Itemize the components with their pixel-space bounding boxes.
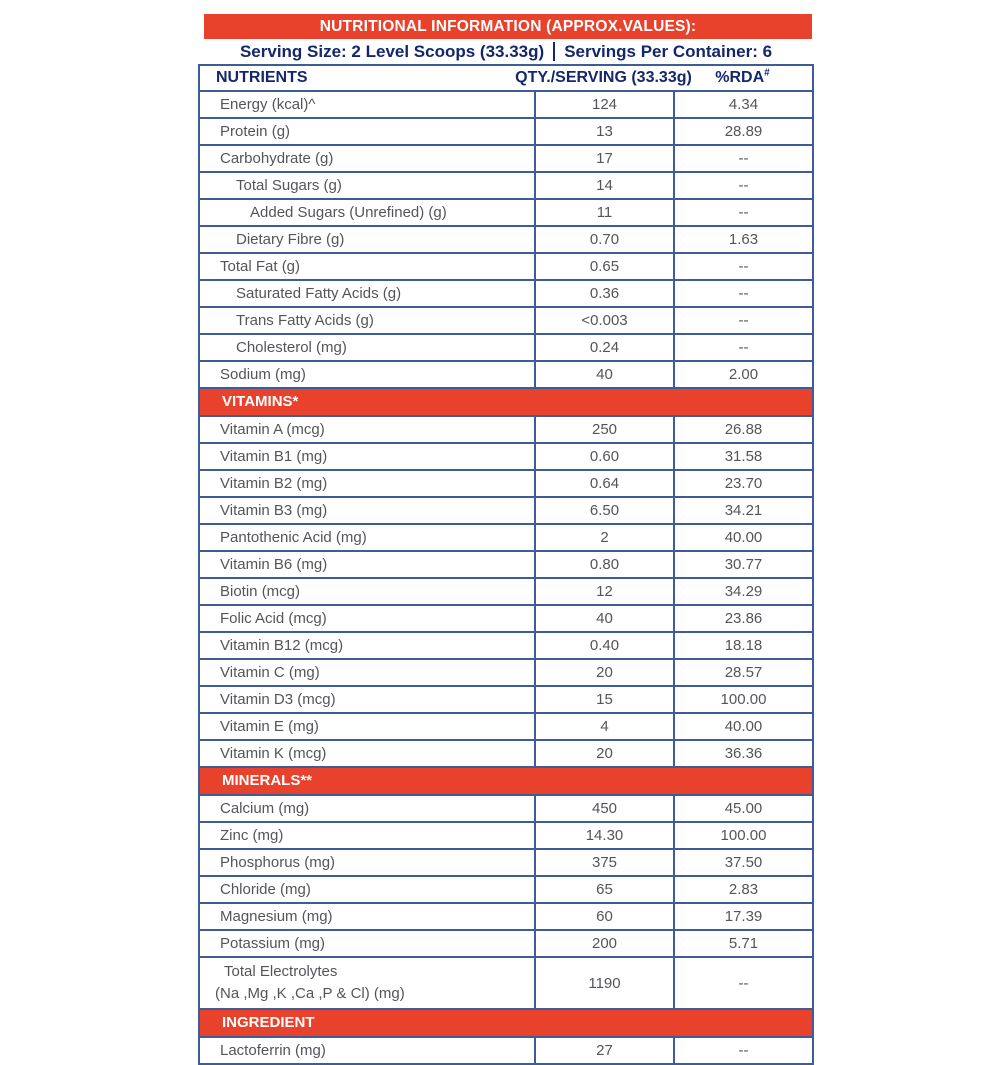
nutrient-rda: 26.88 (673, 417, 812, 442)
nutrient-qty: 11 (534, 200, 673, 225)
nutrient-rda: -- (673, 335, 812, 360)
nutrient-label: Zinc (mg) (220, 827, 284, 844)
table-header-row (200, 66, 812, 92)
nutrient-label: Potassium (mg) (220, 935, 326, 952)
nutrient-label: Saturated Fatty Acids (g) (236, 285, 402, 302)
nutrient-label: Vitamin E (mg) (220, 718, 319, 735)
nutrient-rda: 28.57 (673, 660, 812, 685)
row-total-sugars-g (200, 173, 812, 200)
nutrient-rda: 18.18 (673, 633, 812, 658)
row-carbohydrate-g (200, 146, 812, 173)
row-vitamin-b1-mg (200, 444, 812, 471)
row-vitamin-b6-mg (200, 552, 812, 579)
nutrient-label: Pantothenic Acid (mg) (220, 529, 367, 546)
serving-info (198, 39, 814, 64)
header-rda: %RDA# (715, 67, 770, 86)
nutrient-qty: 375 (534, 850, 673, 875)
nutrient-qty: 14.30 (534, 823, 673, 848)
row-cholesterol-mg (200, 335, 812, 362)
nutrient-qty: 4 (534, 714, 673, 739)
nutrient-qty: 0.65 (534, 254, 673, 279)
nutrient-qty: <0.003 (534, 308, 673, 333)
row-energy-kcal (200, 92, 812, 119)
row-trans-fatty-acids-g (200, 308, 812, 335)
nutrient-qty: 15 (534, 687, 673, 712)
nutrient-qty: 65 (534, 877, 673, 902)
nutrient-qty: 12 (534, 579, 673, 604)
nutrient-label: Vitamin B6 (mg) (220, 556, 328, 573)
row-total-fat-g (200, 254, 812, 281)
row-vitamin-d3-mcg (200, 687, 812, 714)
nutrient-label: Cholesterol (mg) (236, 339, 347, 356)
nutrition-facts-panel (198, 14, 814, 1065)
nutrient-label: Trans Fatty Acids (g) (236, 312, 374, 329)
nutrient-rda: 100.00 (673, 687, 812, 712)
nutrient-qty: 1190 (534, 958, 673, 1008)
section-header-vitamins: VITAMINS* (200, 389, 812, 417)
serving-divider (553, 42, 555, 61)
section-header-ingredient: INGREDIENT (200, 1010, 812, 1038)
nutrient-qty: 6.50 (534, 498, 673, 523)
nutrient-qty: 17 (534, 146, 673, 171)
header-rda-footnote-mark: # (764, 67, 770, 79)
row-vitamin-a-mcg (200, 417, 812, 444)
nutrient-qty: 0.60 (534, 444, 673, 469)
row-total-electrolytes (200, 958, 812, 1010)
nutrient-rda: -- (673, 200, 812, 225)
nutrient-rda: 30.77 (673, 552, 812, 577)
nutrient-label: Lactoferrin (mg) (220, 1042, 326, 1059)
nutrient-rda: -- (673, 308, 812, 333)
nutrient-rda: 40.00 (673, 525, 812, 550)
row-vitamin-b3-mg (200, 498, 812, 525)
nutrient-rda: 34.29 (673, 579, 812, 604)
nutrient-label: Sodium (mg) (220, 366, 306, 383)
nutrient-rda: 45.00 (673, 796, 812, 821)
nutrient-rda: 36.36 (673, 741, 812, 766)
nutrient-qty: 124 (534, 92, 673, 117)
servings-per-container-label: Servings Per Container: 6 (564, 41, 773, 61)
nutrient-qty: 27 (534, 1038, 673, 1063)
nutrient-label: Vitamin B2 (mg) (220, 475, 328, 492)
nutrient-qty: 2 (534, 525, 673, 550)
nutrient-qty: 20 (534, 660, 673, 685)
nutrient-qty: 40 (534, 606, 673, 631)
row-vitamin-c-mg (200, 660, 812, 687)
nutrient-qty: 14 (534, 173, 673, 198)
nutrient-qty: 0.40 (534, 633, 673, 658)
nutrient-qty: 13 (534, 119, 673, 144)
nutrient-qty: 20 (534, 741, 673, 766)
nutrient-rda: 37.50 (673, 850, 812, 875)
nutrient-qty: 40 (534, 362, 673, 387)
row-potassium-mg (200, 931, 812, 958)
section-header-minerals: MINERALS** (200, 768, 812, 796)
nutrient-qty: 450 (534, 796, 673, 821)
table-body (200, 92, 812, 1063)
nutrient-qty: 0.24 (534, 335, 673, 360)
nutrient-rda: 34.21 (673, 498, 812, 523)
nutrient-qty: 0.80 (534, 552, 673, 577)
row-folic-acid-mcg (200, 606, 812, 633)
nutrient-qty: 0.36 (534, 281, 673, 306)
nutrient-rda: 23.86 (673, 606, 812, 631)
nutrient-rda: 17.39 (673, 904, 812, 929)
nutrient-rda: 40.00 (673, 714, 812, 739)
nutrient-rda: 2.00 (673, 362, 812, 387)
nutrient-rda: 2.83 (673, 877, 812, 902)
nutrient-rda: -- (673, 254, 812, 279)
nutrient-label: Vitamin B1 (mg) (220, 448, 328, 465)
row-phosphorus-mg (200, 850, 812, 877)
nutrient-qty: 200 (534, 931, 673, 956)
nutrient-label: Carbohydrate (g) (220, 150, 334, 167)
nutrient-label: Total Electrolytes (Na ,Mg ,K ,Ca ,P & Cl) (mg) (215, 963, 405, 1002)
nutrient-label: Vitamin B3 (mg) (220, 502, 328, 519)
row-sodium-mg (200, 362, 812, 389)
header-nutrients: NUTRIENTS (216, 69, 308, 86)
nutrient-label: Vitamin D3 (mcg) (220, 691, 336, 708)
nutrient-label: Biotin (mcg) (220, 583, 301, 600)
row-saturated-fatty-acids-g (200, 281, 812, 308)
nutrient-qty: 250 (534, 417, 673, 442)
nutrient-label: Phosphorus (mg) (220, 854, 336, 871)
row-biotin-mcg (200, 579, 812, 606)
nutrient-rda: 31.58 (673, 444, 812, 469)
row-vitamin-k-mcg (200, 741, 812, 768)
nutrient-rda: -- (673, 281, 812, 306)
row-lactoferrin-mg (200, 1038, 812, 1063)
panel-title: NUTRITIONAL INFORMATION (APPROX.VALUES): (204, 14, 812, 39)
nutrient-label: Dietary Fibre (g) (236, 231, 345, 248)
nutrient-rda: -- (673, 1038, 812, 1063)
nutrient-label: Folic Acid (mcg) (220, 610, 327, 627)
nutrient-label: Vitamin C (mg) (220, 664, 320, 681)
nutrient-label: Vitamin K (mcg) (220, 745, 327, 762)
row-magnesium-mg (200, 904, 812, 931)
serving-size-label: Serving Size: 2 Level Scoops (33.33g) (239, 41, 545, 61)
nutrient-rda: 1.63 (673, 227, 812, 252)
nutrient-label: Energy (kcal)^ (220, 96, 316, 113)
nutrient-label: Calcium (mg) (220, 800, 310, 817)
nutrient-rda: 5.71 (673, 931, 812, 956)
header-qty-per-serving: QTY./SERVING (33.33g) (515, 69, 692, 86)
nutrient-rda: -- (673, 173, 812, 198)
nutrient-qty: 0.70 (534, 227, 673, 252)
nutrient-rda: 23.70 (673, 471, 812, 496)
nutrient-rda: -- (673, 146, 812, 171)
nutrient-label: Added Sugars (Unrefined) (g) (250, 204, 447, 221)
nutrient-label: Chloride (mg) (220, 881, 311, 898)
row-added-sugars-unrefined-g (200, 200, 812, 227)
nutrient-label: Protein (g) (220, 123, 291, 140)
nutrient-qty: 60 (534, 904, 673, 929)
row-vitamin-b12-mcg (200, 633, 812, 660)
nutrient-label: Total Sugars (g) (236, 177, 342, 194)
row-chloride-mg (200, 877, 812, 904)
nutrient-rda: 4.34 (673, 92, 812, 117)
nutrient-label: Magnesium (mg) (220, 908, 333, 925)
row-vitamin-e-mg (200, 714, 812, 741)
nutrient-rda: 28.89 (673, 119, 812, 144)
nutrient-rda: -- (673, 958, 812, 1008)
row-dietary-fibre-g (200, 227, 812, 254)
row-calcium-mg (200, 796, 812, 823)
row-protein-g (200, 119, 812, 146)
nutrient-label: Vitamin A (mcg) (220, 421, 325, 438)
row-pantothenic-acid-mg (200, 525, 812, 552)
nutrient-qty: 0.64 (534, 471, 673, 496)
row-vitamin-b2-mg (200, 471, 812, 498)
row-zinc-mg (200, 823, 812, 850)
nutrition-table (198, 64, 814, 1065)
nutrient-rda: 100.00 (673, 823, 812, 848)
nutrient-label: Vitamin B12 (mcg) (220, 637, 344, 654)
nutrient-label: Total Fat (g) (220, 258, 301, 275)
